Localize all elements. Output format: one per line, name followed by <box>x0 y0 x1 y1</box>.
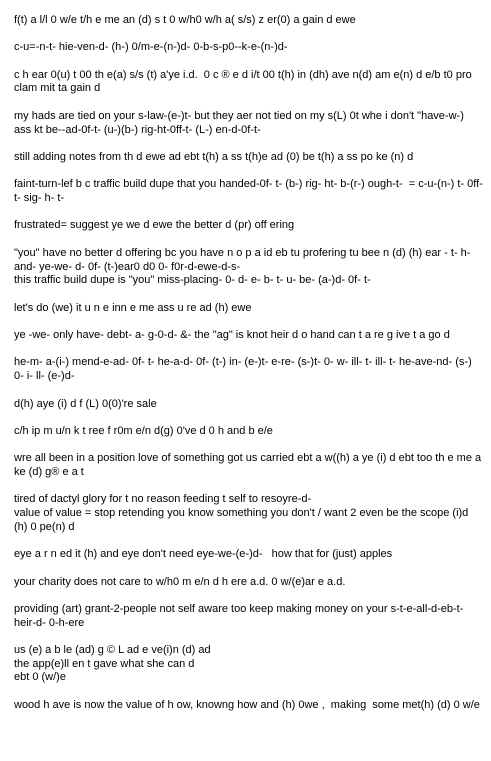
paragraph-line: your charity does not care to w/h0 m e/n d h ere a.d. 0 w/(e)ar e a.d. <box>14 575 346 588</box>
paragraph-line: ebt 0 (w/)e <box>14 671 66 684</box>
paragraph-line: "you" have no better d offering bc you have n o p a id eb tu profering tu bee n (d) (h) ear - t- h-and- ye-we- d- 0f- (t-)ear0 d0 0- f0r-d-ewe-d-s- <box>14 246 471 273</box>
paragraph-line: faint-turn-lef b c traffic build dupe that you handed-0f- t- (b-) rig- ht- b-(r-) ough-t- = c-u-(n-) t- 0ff- t- sig- h- t- <box>14 178 486 205</box>
paragraph-line: this traffic build dupe is "you" miss-placing- 0- d- e- b- t- u- be- (a-)d- 0f- t- <box>14 274 371 287</box>
paragraph <box>14 644 483 685</box>
paragraph-line: let's do (we) it u n e inn e me ass u re ad (h) ewe <box>14 301 252 314</box>
paragraph <box>14 219 483 233</box>
paragraph-line: wood h ave is now the value of h ow, knowng how and (h) 0we , making some met(h) (d) 0 w/e <box>14 698 480 711</box>
paragraph-line: he-m- a-(i-) mend-e-ad- 0f- t- he-a-d- 0f- (t-) in- (e-)t- e-re- (s-)t- 0- w- ill- t- ill- t- he-ave-nd- (s-) 0- i- ll- (e-)d- <box>14 356 475 383</box>
paragraph <box>14 398 483 412</box>
paragraph-line: value of value = stop retending you know something you don't / want 2 even be the scope (i)d (h) 0 pe(n) d <box>14 507 472 533</box>
paragraph-line: d(h) aye (i) d f (L) 0(0)'re sale <box>14 397 157 410</box>
paragraph-line: tired of dactyl glory for t no reason feeding t self to resoyre-d- <box>14 493 312 506</box>
paragraph-line: eye a r n ed it (h) and eye don't need eye-we-(e-)d- how that for (just) apples <box>14 548 393 561</box>
paragraph <box>14 329 483 343</box>
paragraph <box>14 302 483 316</box>
paragraph <box>14 41 483 55</box>
paragraph <box>14 425 483 439</box>
paragraph-line: us (e) a b le (ad) g © L ad e ve(i)n (d) ad <box>14 644 211 657</box>
paragraph-line: c h ear 0(u) t 00 th e(a) s/s (t) a'ye i.d. 0 c ® e d i/t 00 t(h) in (dh) ave n(d) am e(n) d e/b t0 pro clam mit ta gain d <box>14 68 475 95</box>
paragraph-line: f(t) a l/l 0 w/e t/h e me an (d) s t 0 w/h0 w/h a( s/s) z er(0) a gain d ewe <box>14 14 356 26</box>
paragraph <box>14 69 483 96</box>
paragraph <box>14 356 483 383</box>
paragraph-line: wre all been in a position love of something got us carried ebt a w((h) a ye (i) d ebt too th e me a ke (d) g® e a t <box>14 452 485 478</box>
paragraph-line: my hads are tied on your s-law-(e-)t- but they aer not tied on my s(L) 0t whe i don't "have-w-) ass kt be--ad-0f-t- (u-)(b-) rig-ht-0ff-t- (L-) en-d-0f-t- <box>14 109 467 136</box>
paragraph-line: c/h ip m u/n k t ree f r0m e/n d(g) 0've d 0 h and b e/e <box>14 424 273 437</box>
paragraph-line: ye -we- only have- debt- a- g-0-d- &- the "ag" is knot heir d o hand can t a re g ive t a go d <box>14 329 450 342</box>
paragraph <box>14 151 483 165</box>
paragraph <box>14 548 483 562</box>
paragraph-line: c-u=-n-t- hie-ven-d- (h-) 0/m-e-(n-)d- 0-b-s-p0--k-e-(n-)d- <box>14 41 288 54</box>
paragraph <box>14 493 483 534</box>
paragraph <box>14 576 483 590</box>
paragraph <box>14 699 483 713</box>
paragraph-line: still adding notes from th d ewe ad ebt t(h) a ss t(h)e ad (0) be t(h) a ss po ke (n) d <box>14 150 414 163</box>
paragraph <box>14 178 486 205</box>
paragraph <box>14 14 483 28</box>
paragraph-line: providing (art) grant-2-people not self aware too keep making money on your s-t-e-all-d-eb-t-heir-d- 0-h-ere <box>14 602 464 629</box>
paragraph <box>14 247 483 288</box>
paragraph-line: the app(e)ll en t gave what she can d <box>14 657 195 670</box>
paragraph-line: frustrated= suggest ye we d ewe the better d (pr) off ering <box>14 219 295 232</box>
paragraph <box>14 110 483 137</box>
paragraph <box>14 603 483 630</box>
paragraph <box>14 452 483 479</box>
